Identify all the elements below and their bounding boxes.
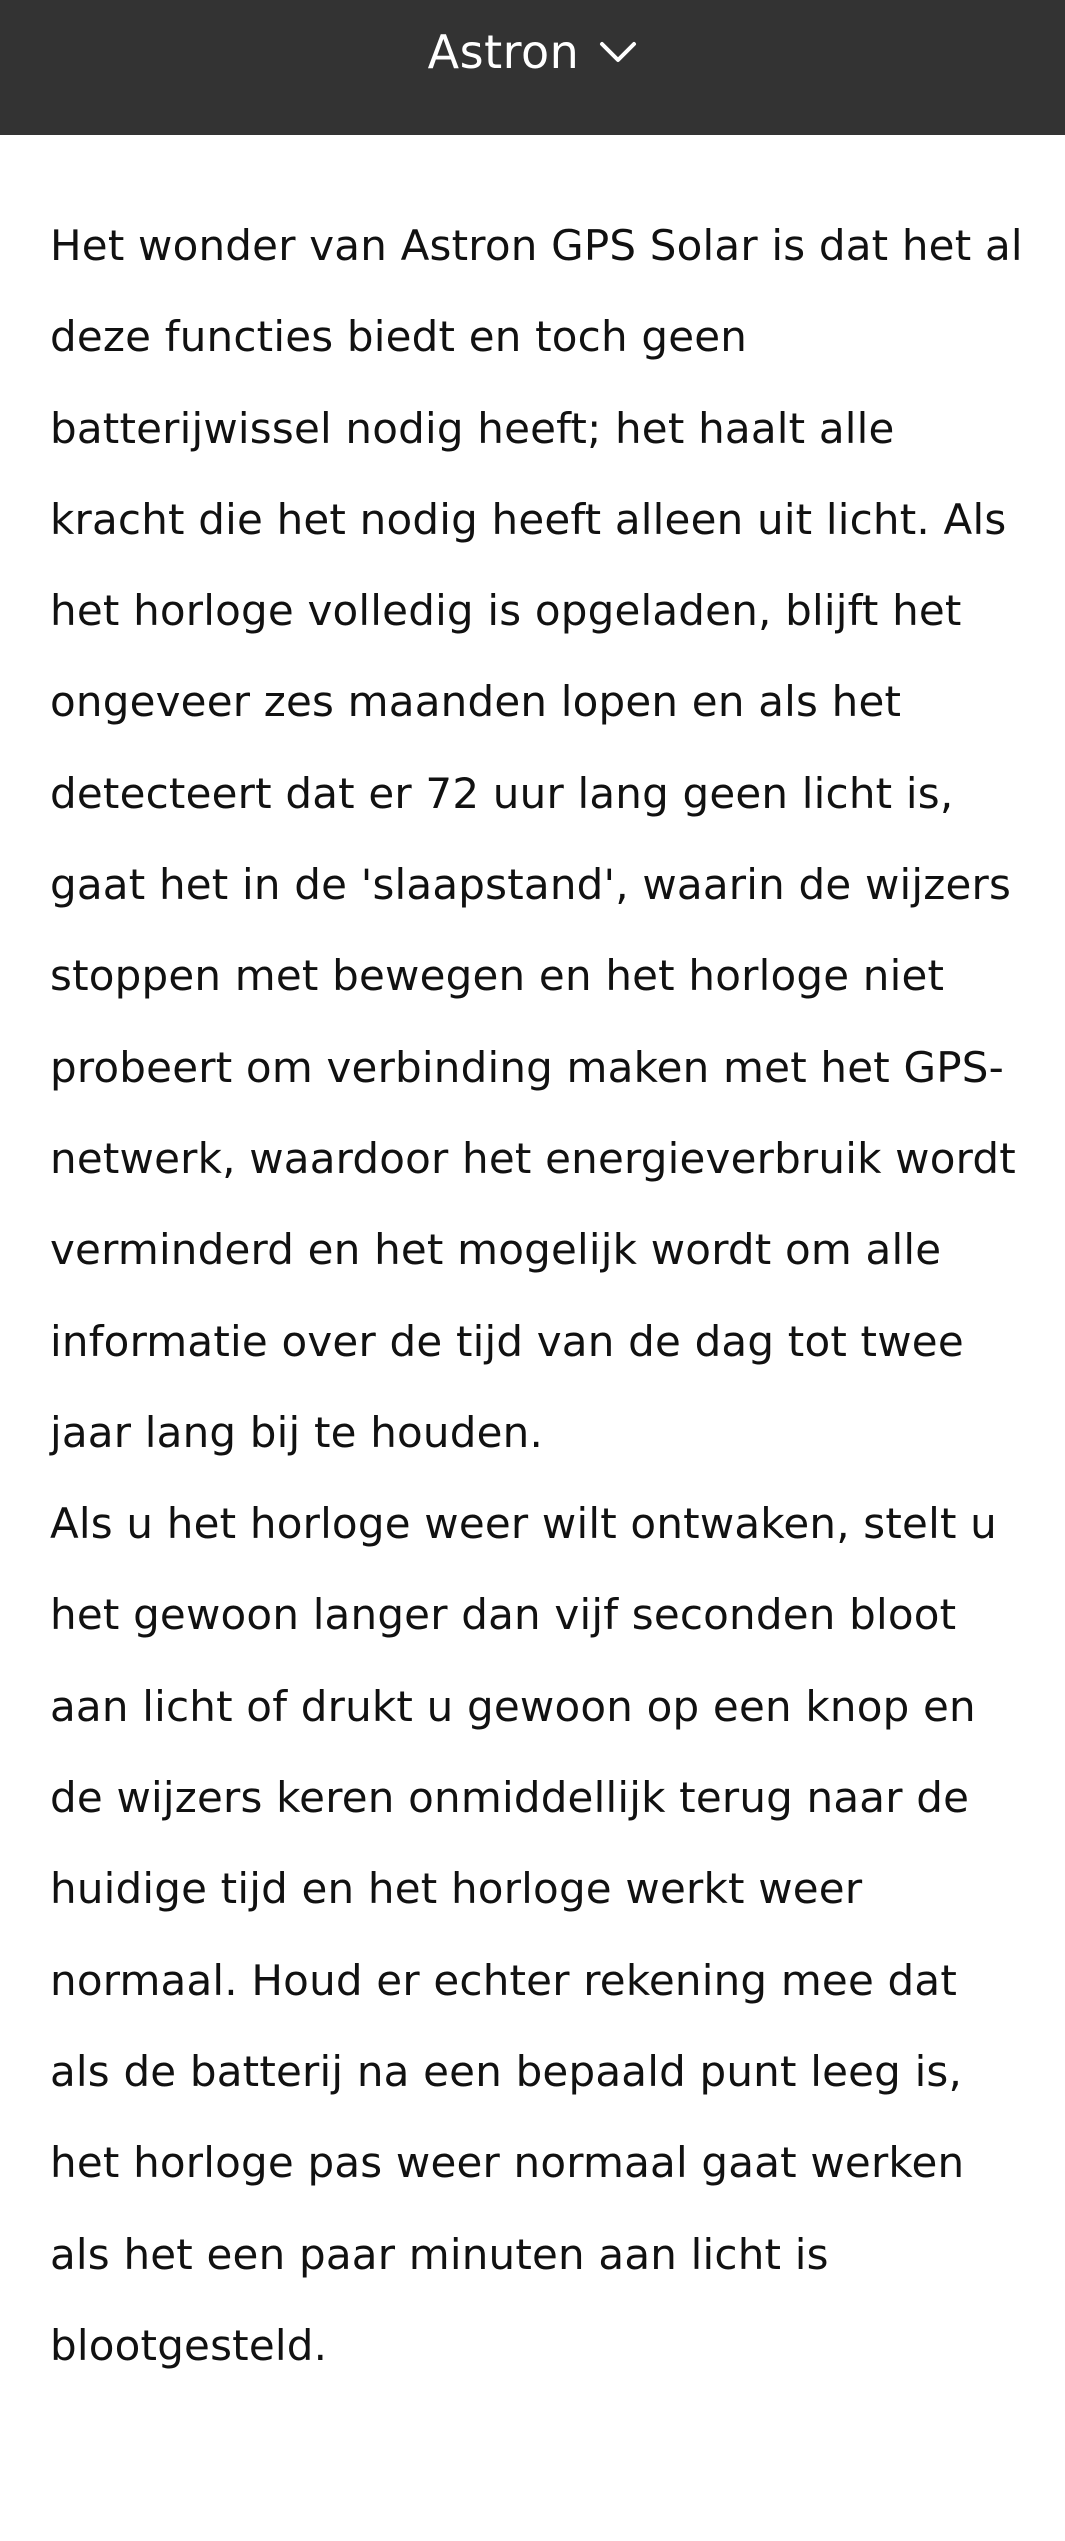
article-paragraph: Als u het horloge weer wilt ontwaken, stelt u het gewoon langer dan vijf seconden bloot aan licht of drukt u gewoon op een knop en de wijzers keren onmiddellijk terug naar de huidige tijd en het horloge werkt weer normaal. Houd er echter rekening mee dat als de batterij na een bepaald punt leeg is, het horloge pas weer normaal gaat werken als het een paar minuten aan licht is blootgesteld. [50,1499,997,2370]
chevron-down-icon [599,40,637,66]
article-paragraph: Het wonder van Astron GPS Solar is dat het al deze functies biedt en toch geen batterijwissel nodig heeft; het haalt alle kracht die het nodig heeft alleen uit licht. Als het horloge volledig is opgeladen, blijft het ongeveer zes maanden lopen en als het detecteert dat er 72 uur lang geen licht is, gaat het in de 'slaapstand', waarin de wijzers stoppen met bewegen en het horloge niet probeert om verbinding maken met het GPS-netwerk, waardoor het energieverbruik wordt verminderd en het mogelijk wordt om alle informatie over de tijd van de dag tot twee jaar lang bij te houden. [50,221,1023,1457]
collection-title: Astron [427,24,580,79]
collection-menu-toggle[interactable] [427,24,638,79]
top-navigation-bar[interactable] [0,0,1065,135]
